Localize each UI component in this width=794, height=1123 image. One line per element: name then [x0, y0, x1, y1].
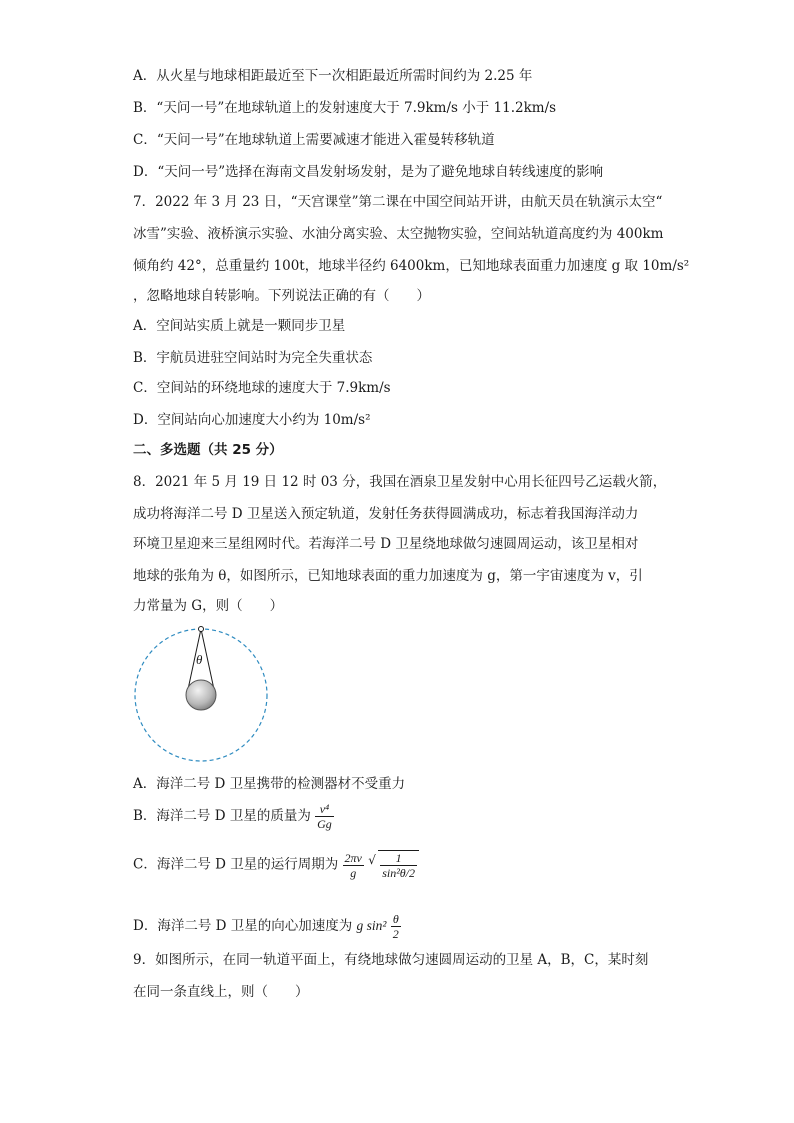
q7-stem-line1: 7．2022 年 3 月 23 日，“天宫课堂”第二课在中国空间站开讲，由航天员在轨演示太空“	[133, 194, 663, 210]
earth	[186, 680, 216, 710]
half-angle-denominator: 2	[392, 927, 399, 941]
theta-label: θ	[196, 652, 203, 667]
prev-option-b: B．“天问一号”在地球轨道上的发射速度大于 7.9km/s 小于 11.2km/s	[133, 100, 557, 116]
q8-option-c-text: C．海洋二号 D 卫星的运行周期为	[133, 856, 339, 873]
radicand-numerator: 1	[380, 851, 417, 866]
q8-option-d	[133, 912, 401, 941]
satellite-dot	[199, 627, 204, 632]
q7-stem-line4: ，忽略地球自转影响。下列说法正确的有（ ）	[133, 288, 430, 304]
fraction-period-denominator: g	[350, 865, 357, 880]
q8-stem-line2: 成功将海洋二号 D 卫星送入预定轨道，发射任务获得圆满成功，标志着我国海洋动力	[133, 506, 639, 522]
q7-stem-line3: 倾角约 42°，总重量约 100t，地球半径约 6400km，已知地球表面重力加速度 g 取 10m/s²	[133, 258, 690, 274]
orbit-figure	[130, 622, 272, 764]
fraction-half-angle	[391, 912, 401, 941]
q8-stem-line3: 环境卫星迎来三星组网时代。若海洋二号 D 卫星绕地球做匀速圆周运动，该卫星相对	[133, 536, 639, 552]
q8-option-b-text: B．海洋二号 D 卫星的质量为	[133, 808, 311, 824]
fraction-mass	[315, 802, 334, 831]
q9-stem-line1: 9．如图所示，在同一轨道平面上，有绕地球做匀速圆周运动的卫星 A，B，C，某时刻	[133, 952, 649, 968]
sqrt-expression	[368, 850, 419, 880]
fraction-period-numerator: 2πv	[344, 850, 362, 865]
prev-option-d: D．“天问一号”选择在海南文昌发射场发射，是为了避免地球自转线速度的影响	[133, 164, 604, 180]
q8-stem-line4: 地球的张角为 θ，如图所示，已知地球表面的重力加速度为 g，第一宇宙速度为 v，引	[133, 568, 643, 584]
fraction-period	[343, 851, 364, 880]
q8-stem-line1: 8．2021 年 5 月 19 日 12 时 03 分，我国在酒泉卫星发射中心用长征四号乙运载火箭，	[133, 474, 667, 490]
q8-stem-line5: 力常量为 G，则（ ）	[133, 598, 284, 614]
prev-option-c: C．“天问一号”在地球轨道上需要减速才能进入霍曼转移轨道	[133, 132, 495, 148]
q7-option-c: C．空间站的环绕地球的速度大于 7.9km/s	[133, 380, 391, 396]
q7-stem-line2: 冰雪”实验、液桥演示实验、水油分离实验、太空抛物实验，空间站轨道高度约为 400km	[133, 226, 664, 242]
prev-option-a: A．从火星与地球相距最近至下一次相距最近所需时间约为 2.25 年	[133, 68, 533, 84]
q8-option-c	[133, 850, 419, 880]
q7-option-b: B．宇航员进驻空间站时为完全失重状态	[133, 350, 373, 366]
q7-option-d: D．空间站向心加速度大小约为 10m/s²	[133, 412, 371, 428]
section-heading-multiple-choice: 二、多选题（共 25 分）	[133, 442, 283, 458]
radicand-denominator: sin²θ/2	[382, 866, 416, 880]
half-angle-numerator: θ	[391, 912, 401, 927]
fraction-mass-numerator: v⁴	[315, 802, 334, 817]
fraction-radicand	[380, 851, 417, 880]
q8-option-b	[133, 802, 334, 831]
q8-option-d-text: D．海洋二号 D 卫星的向心加速度为	[133, 918, 353, 934]
q7-option-a: A．空间站实质上就是一颗同步卫星	[133, 318, 346, 334]
fraction-mass-denominator: Gg	[317, 817, 332, 831]
acceleration-expression: g sin²	[356, 918, 387, 933]
q9-stem-line2: 在同一条直线上，则（ ）	[133, 984, 309, 1000]
sqrt-sign-icon: √	[368, 853, 376, 867]
q8-option-a: A．海洋二号 D 卫星携带的检测器材不受重力	[133, 776, 406, 792]
